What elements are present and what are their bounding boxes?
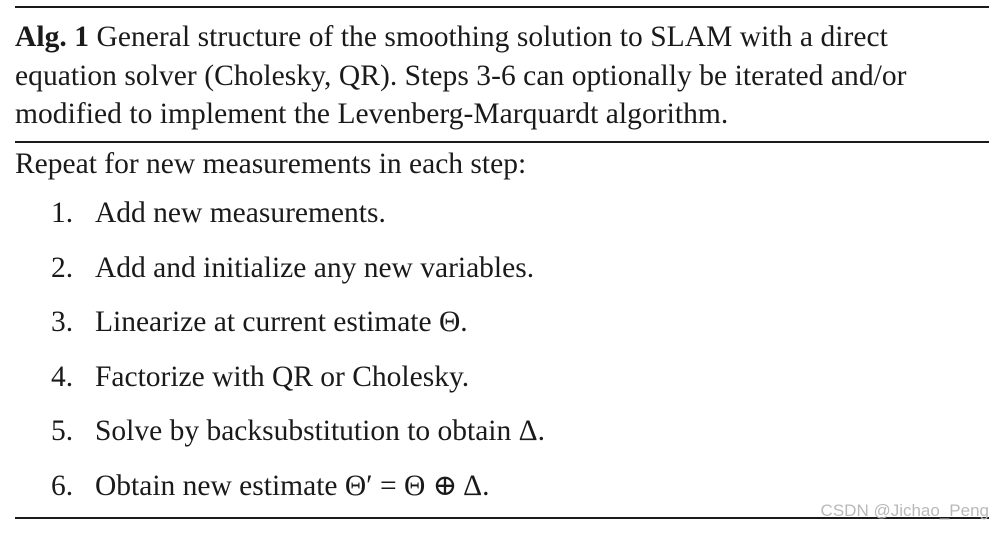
step-list	[15, 193, 975, 520]
step-number: 4.	[51, 360, 74, 393]
step-number: 3.	[51, 306, 74, 338]
step-item	[15, 248, 975, 303]
csdn-watermark: CSDN @Jichao_Peng	[820, 501, 989, 520]
step-number: 1.	[51, 197, 74, 229]
top-rule	[15, 6, 989, 8]
step-item	[15, 411, 975, 466]
step-text: Linearize at current estimate Θ.	[95, 306, 468, 338]
step-item	[15, 357, 975, 412]
caption-line-1	[15, 18, 989, 57]
step-item	[15, 302, 975, 357]
algorithm-box	[15, 0, 989, 535]
step-text: Add new measurements.	[95, 197, 386, 229]
step-number: 5.	[51, 415, 74, 447]
algorithm-caption	[15, 18, 989, 134]
step-number: 6.	[51, 469, 74, 502]
caption-line-1-text: General structure of the smoothing solution to SLAM with a direct	[89, 21, 888, 53]
step-text: Obtain new estimate Θ′ = Θ ⊕ Δ.	[95, 469, 490, 502]
step-item	[15, 193, 975, 248]
step-text: Solve by backsubstitution to obtain Δ.	[95, 415, 545, 447]
caption-rule	[15, 141, 989, 143]
caption-line-2: equation solver (Cholesky, QR). Steps 3-6 can optionally be iterated and/or	[15, 59, 907, 92]
step-text: Factorize with QR or Cholesky.	[95, 360, 470, 393]
repeat-intro: Repeat for new measurements in each step:	[15, 148, 527, 180]
step-text: Add and initialize any new variables.	[95, 251, 535, 284]
algorithm-label: Alg. 1	[15, 21, 90, 53]
step-number: 2.	[51, 251, 74, 284]
caption-line-3: modified to implement the Levenberg-Marquardt algorithm.	[15, 98, 729, 130]
